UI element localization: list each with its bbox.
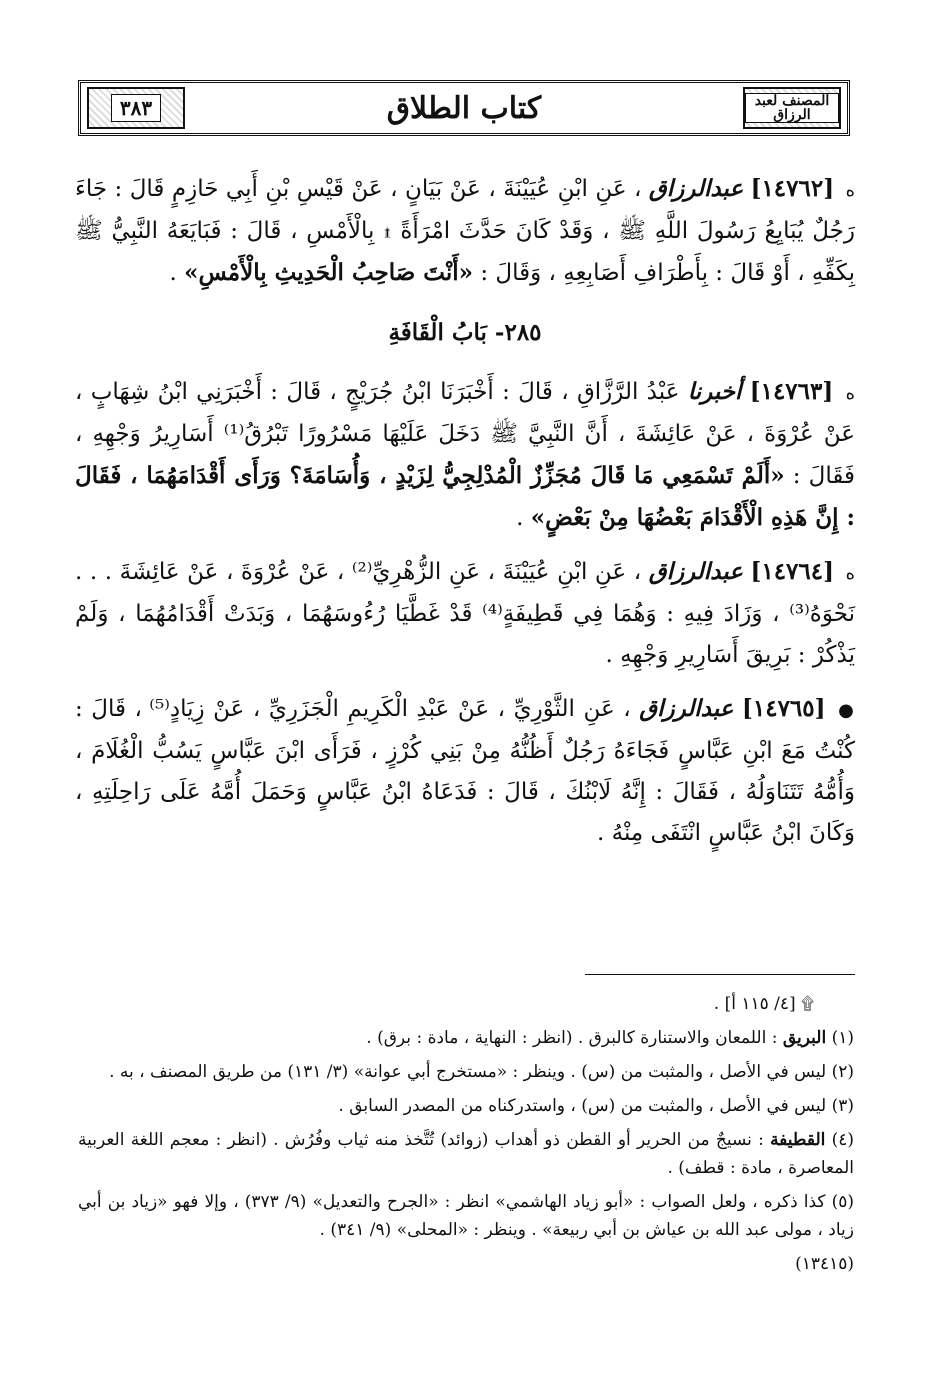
hadith-marker: ●: [838, 700, 856, 721]
book-mark: المصنف لعبد الرزاق: [745, 93, 839, 123]
hadith-14762: [75, 168, 855, 294]
hadith-tail: .: [596, 820, 605, 846]
hadith-number: [١٤٧٦٣]: [749, 378, 834, 405]
footnote-text: ليس في الأصل ، والمثبت من (س) ، واستدركناه من المصدر السابق .: [338, 1096, 827, 1116]
footnotes: [78, 990, 854, 1284]
footnote-3: [78, 1092, 854, 1120]
hadith-marker: ه: [845, 563, 856, 584]
hadith-marker: ه: [845, 180, 856, 201]
hadith-text: ، عَنِ الثَّوْرِيِّ ، عَنْ عَبْدِ الْكَرِيمِ الْجَزَرِيِّ ، عَنْ زِيَادٍ⁽⁵⁾ ، قَالَ : كُنْتُ مَعَ ابْنِ عَبَّاسٍ فَجَاءَهُ رَجُلٌ أَظُنُّهُ مِنْ بَنِي كُرْزٍ ، فَرَأَى ابْنَ عَبَّاسٍ يَسُبُّ الْغُلَامَ ، وَأُمُّهُ تَتَنَاوَلُهُ ، فَقَالَ : إِنَّهُ لَابْنُكَ ، قَالَ : فَدَعَاهُ ابْنُ عَبَّاسٍ وَحَمَلَ أُمَّهُ عَلَى رَاحِلَتِهِ ، وَكَانَ ابْنُ عَبَّاسٍ انْتَفَى مِنْهُ: [75, 696, 855, 846]
hadith-narrator: أخبرنا: [687, 378, 742, 405]
hadith-text: ، عَنِ ابْنِ عُيَيْنَةَ ، عَنْ بَيَانٍ ، عَنْ قَيْسِ بْنِ أَبِي حَازِمٍ قَالَ : جَاءَ رَجُلٌ يُبَايِعُ رَسُولَ اللَّهِ ﷺ ، وَقَدْ كَانَ حَدَّثَ امْرَأَةً ۩ بِالْأَمْسِ ، قَالَ : فَبَايَعَهُ النَّبِيُّ ﷺ بِكَفِّهِ ، أَوْ قَالَ : بِأَطْرَافِ أَصَابِعِهِ ، وَقَالَ :: [75, 176, 855, 286]
page-title: كتاب الطلاق: [386, 90, 542, 126]
hadith-text: ، عَنِ ابْنِ عُيَيْنَةَ ، عَنِ الزُّهْرِيِّ⁽²⁾ ، عَنْ عُرْوَةَ ، عَنْ عَائِشَةَ . . . نَحْوَهُ⁽³⁾ ، وَزَادَ فِيهِ : وَهُمَا فِي قَطِيفَةٍ⁽⁴⁾ قَدْ غَطَّيَا رُءُوسَهُمَا ، وَبَدَتْ أَقْدَامُهُمَا ، وَلَمْ يَذْكُرْ : بَرِيقَ أَسَارِيرِ وَجْهِهِ: [75, 559, 855, 668]
page-number-box: [87, 87, 185, 129]
footnote-text: كذا ذكره ، ولعل الصواب : «أبو زياد الهاشمي» انظر : «الجرح والتعديل» (٩/ ٣٧٣) ، وإلا فهو «زياد بن أبي زياد ، مولى عبد الله بن عياش بن أبي ربيعة» . وينظر : «المحلى» (٩/ ٣٤١) .: [78, 1192, 854, 1240]
hadith-quote: «أَنْتَ صَاحِبُ الْحَدِيثِ بِالْأَمْسِ»: [184, 259, 474, 286]
hadith-number: [١٤٧٦٤]: [750, 558, 835, 585]
footnote-text: : اللمعان والاستنارة كالبرق . (انظر : النهاية ، مادة : برق) .: [366, 1028, 778, 1048]
hadith-number: [١٤٧٦٢]: [750, 175, 835, 202]
footnote-term: القطيفة: [770, 1130, 826, 1150]
footnote-number: (٤): [831, 1130, 855, 1150]
hadith-quote: «أَلَمْ تَسْمَعِي مَا قَالَ مُجَزِّزٌ الْمُدْلِجِيُّ لِزَيْدٍ ، وَأُسَامَةَ؟ وَرَأَى أَقْدَامَهُمَا ، فَقَالَ : إِنَّ هَذِهِ الْأَقْدَامَ بَعْضُهَا مِنْ بَعْضٍ»: [75, 462, 855, 531]
manuscript-page-ref: ۩ [٤/ ١١٥ أ] .: [713, 994, 814, 1014]
footnote-number: (٢): [831, 1062, 854, 1082]
hadith-14764: [75, 551, 855, 676]
hadith-marker: ه: [845, 383, 856, 404]
book-mark-box: [743, 87, 841, 129]
footnote-term: البريق: [782, 1028, 827, 1048]
footnote-separator: [585, 974, 855, 975]
hadith-narrator: عبدالرزاق: [648, 175, 744, 202]
footnote-5: [78, 1188, 854, 1244]
hadith-14763: [75, 371, 855, 539]
chapter-heading: ٢٨٥- بَابُ الْقَافَةِ: [388, 319, 542, 346]
page-number: ٣٨٣: [111, 94, 161, 122]
hadith-tail: .: [516, 505, 524, 531]
hadith-tail: .: [605, 642, 613, 668]
footnote-text: ليس في الأصل ، والمثبت من (س) . وينظر : «مستخرج أبي عوانة» (٣/ ١٣١) من طريق المصنف ، به .: [109, 1062, 827, 1082]
footnote-number: (٥): [831, 1192, 854, 1212]
hadith-text: عَبْدُ الرَّزَّاقِ ، قَالَ : أَخْبَرَنَا ابْنُ جُرَيْجٍ ، قَالَ : أَخْبَرَنِي ابْنُ شِهَابٍ ، عَنْ عُرْوَةَ ، عَنْ عَائِشَةَ ، أَنَّ النَّبِيَّ ﷺ دَخَلَ عَلَيْهَا مَسْرُورًا تَبْرُقُ⁽¹⁾ أَسَارِيرُ وَجْهِهِ ، فَقَالَ :: [75, 379, 855, 489]
page-header: [78, 80, 850, 136]
footnote-number: (١): [831, 1028, 854, 1048]
hadith-number: [١٤٧٦٥]: [741, 695, 826, 722]
hadith-narrator: عبدالرزاق: [639, 695, 734, 722]
footnote-text: : نسيجٌ من الحرير أو القطن ذو أهداب (زوائد) تُتَّخذ منه ثياب وفُرُش . (انظر : معجم اللغة العربية المعاصرة ، مادة : قطف) .: [78, 1130, 854, 1178]
hadith-narrator: عبدالرزاق: [648, 558, 743, 585]
hadith-tail: .: [169, 260, 177, 286]
footnote-4: [78, 1126, 854, 1182]
main-text: [75, 168, 855, 866]
hadith-14765: [75, 688, 855, 854]
footnote-2: [78, 1058, 854, 1086]
footer-code: (١٣٤١٥): [795, 1254, 854, 1274]
footnote-number: (٣): [831, 1096, 854, 1116]
footnote-1: [78, 1024, 854, 1052]
